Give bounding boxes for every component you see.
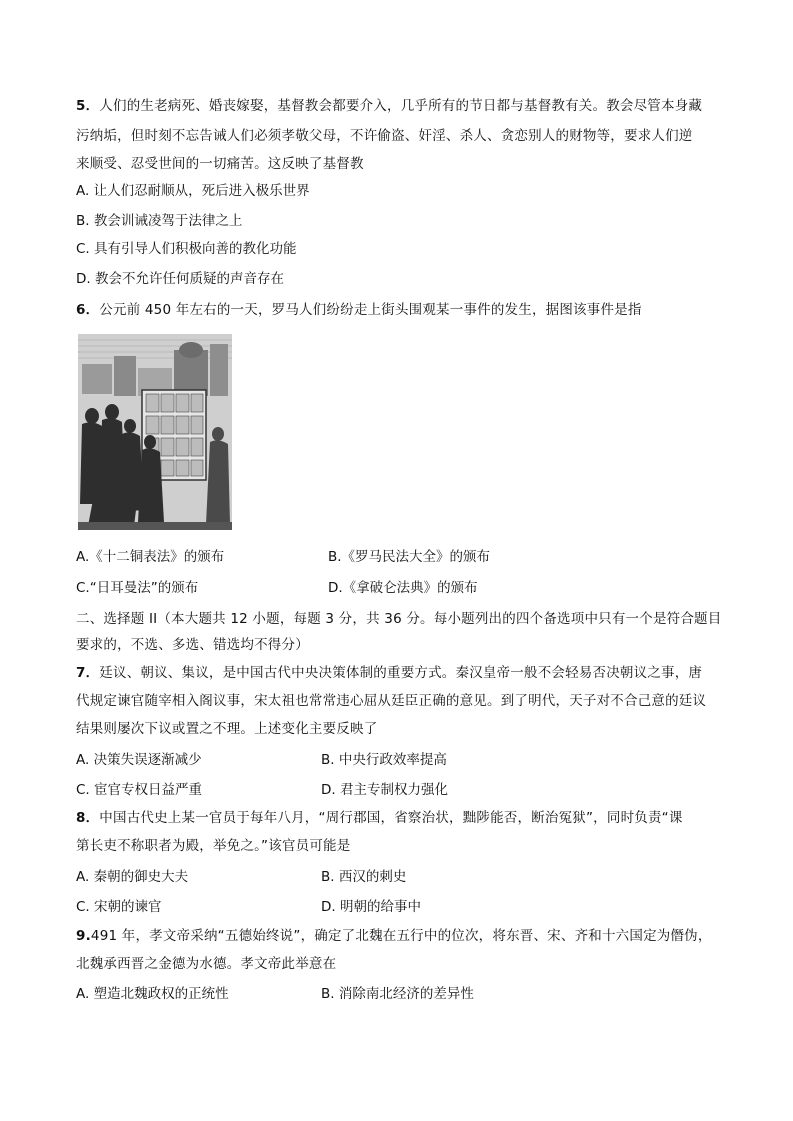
q8-option-c: C. 宋朝的谏官 [76,899,162,915]
q5-option-d: D. 教会不允许任何质疑的声音存在 [76,271,284,287]
section-heading-line-1: 二、选择题 II（本大题共 12 小题，每题 3 分，共 36 分。每小题列出的四个备选项中只有一个是符合题目 [76,611,722,627]
q7-option-a: A. 决策失误逐渐减少 [76,752,202,768]
q8-stem-line-1: 8．中国古代史上某一官员于每年八月，“周行郡国，省察治状，黜陟能否，断治冤狱”，同时负责“课 [76,810,683,826]
q7-stem-line-2: 代规定谏官随宰相入阁议事，宋太祖也常常违心屈从廷臣正确的意见。到了明代，天子对不合己意的廷议 [76,693,707,709]
q6-option-b: B.《罗马民法大全》的颁布 [328,549,491,565]
q8-option-a: A. 秦朝的御史大夫 [76,869,189,885]
crowd-viewing-tablets-image [78,334,232,530]
q9-stem-line-1: 9.491 年，孝文帝采纳“五德始终说”，确定了北魏在五行中的位次，将东晋、宋、齐和十六国定为僭伪， [76,928,712,944]
engraving-illustration [78,334,232,530]
q8-option-d: D. 明朝的给事中 [321,899,421,915]
q5-option-c: C. 具有引导人们积极向善的教化功能 [76,241,297,257]
section-heading-line-2: 要求的，不选、多选、错选均不得分） [76,637,309,653]
q6-option-c: C.“日耳曼法”的颁布 [76,580,199,596]
q9-number: 9. [76,928,91,944]
q7-option-d: D. 君主专制权力强化 [321,782,448,798]
q7-option-c: C. 宦官专权日益严重 [76,782,203,798]
q8-option-b: B. 西汉的刺史 [321,869,407,885]
q9-option-a: A. 塑造北魏政权的正统性 [76,986,229,1002]
q5-option-b: B. 教会训诫凌驾于法律之上 [76,213,243,229]
q8-stem-line-2: 第长吏不称职者为殿，举免之。”该官员可能是 [76,838,351,854]
q5-stem-line-3: 来顺受、忍受世间的一切痛苦。这反映了基督教 [76,156,364,172]
q9-stem-line-2: 北魏承西晋之金德为水德。孝文帝此举意在 [76,956,337,972]
q5-stem-line-2: 污纳垢，但时刻不忘告诫人们必须孝敬父母，不许偷盗、奸淫、杀人、贪恋别人的财物等，要求人们逆 [76,128,693,144]
q6-option-d: D.《拿破仑法典》的颁布 [328,580,478,596]
q5-option-a: A. 让人们忍耐顺从，死后进入极乐世界 [76,183,310,199]
q9-option-b: B. 消除南北经济的差异性 [321,986,474,1002]
q7-number: 7． [76,665,100,681]
q6-option-a: A.《十二铜表法》的颁布 [76,549,225,565]
q6-number: 6． [76,302,100,318]
q7-stem-line-1: 7．廷议、朝议、集议，是中国古代中央决策体制的重要方式。秦汉皇帝一般不会轻易否决朝议之事，唐 [76,665,703,681]
q7-option-b: B. 中央行政效率提高 [321,752,447,768]
q8-number: 8． [76,810,100,826]
q5-stem-line-1: 5．人们的生老病死、婚丧嫁娶，基督教会都要介入，几乎所有的节日都与基督教有关。教会尽管本身藏 [76,98,703,114]
q7-stem-line-3: 结果则屡次下议或置之不理。上述变化主要反映了 [76,721,378,737]
q6-stem-line-1: 6．公元前 450 年左右的一天，罗马人们纷纷走上街头围观某一事件的发生，据图该事件是指 [76,302,642,318]
q5-number: 5． [76,98,100,114]
